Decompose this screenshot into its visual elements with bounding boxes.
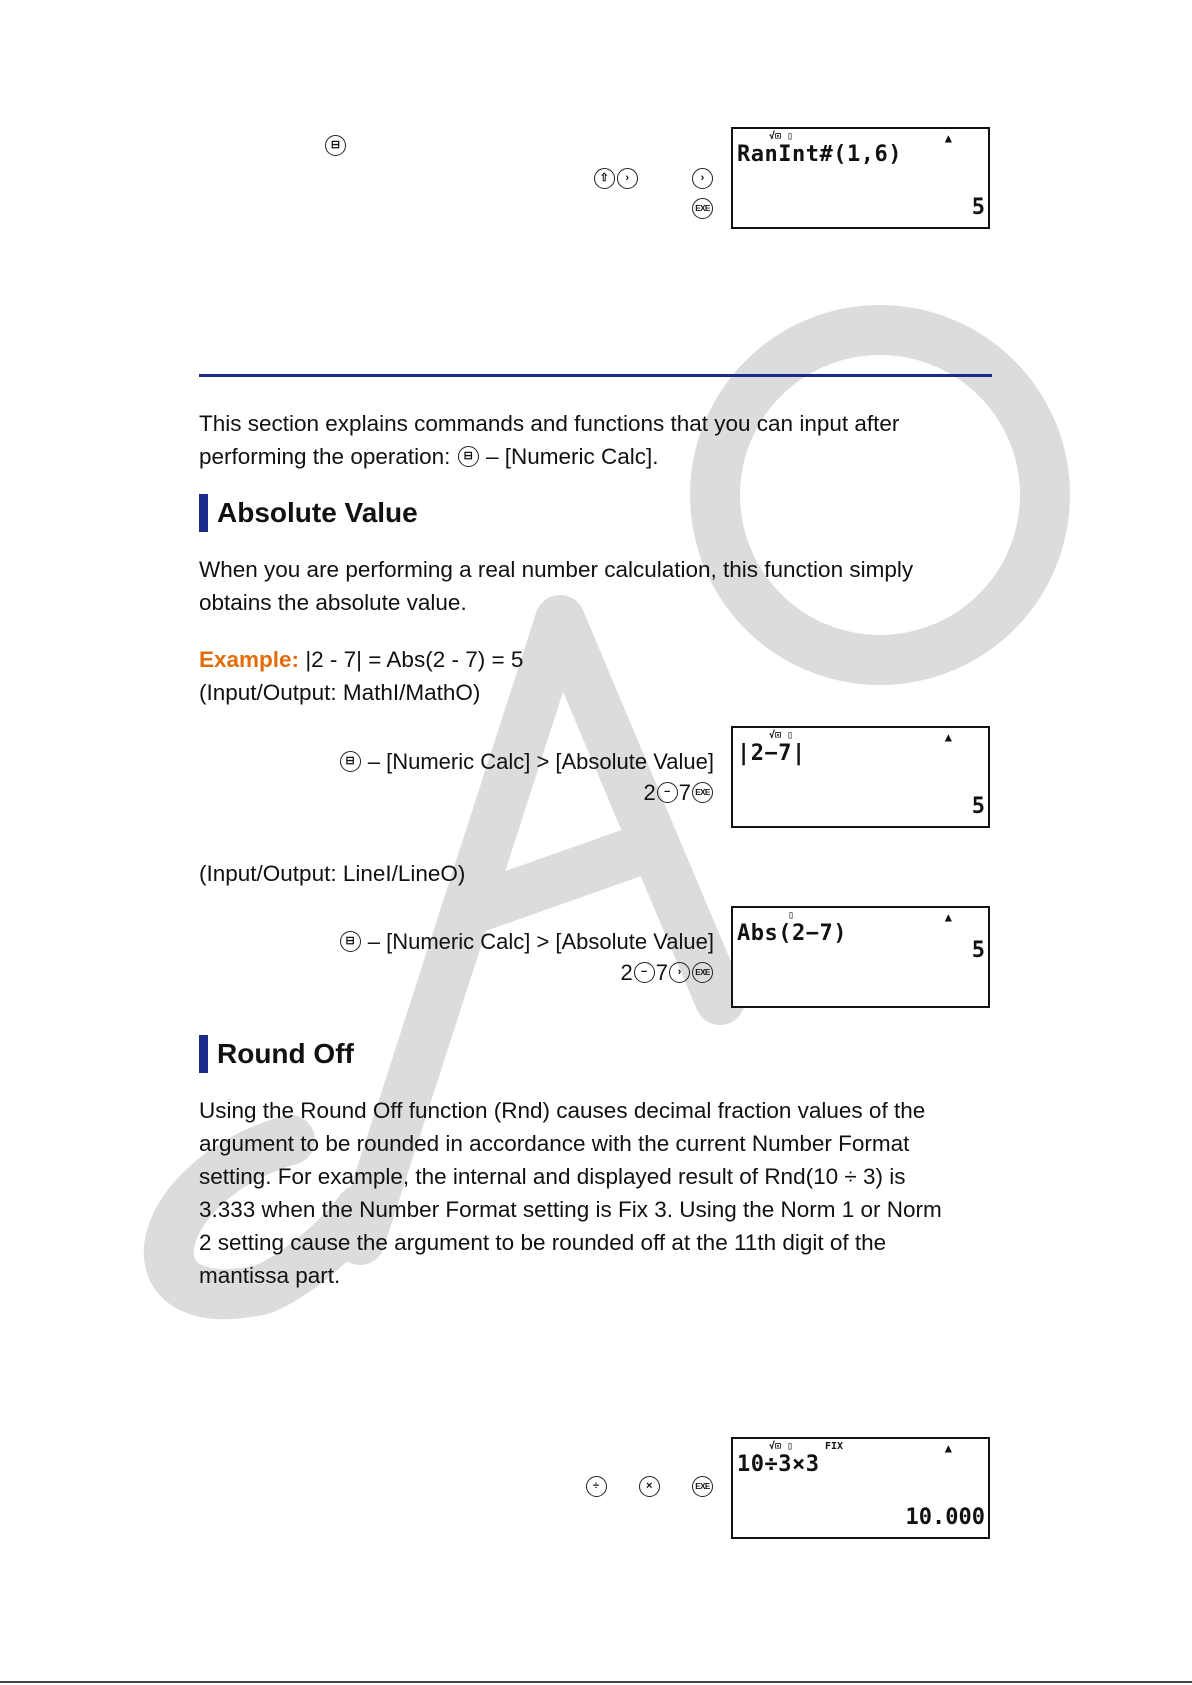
absolute-value-example — [199, 643, 999, 709]
example-label: Example: — [199, 647, 300, 672]
times-key-icon: × — [639, 1476, 660, 1497]
example-formula: |2 - 7| = Abs(2 - 7) = 5 — [305, 647, 524, 672]
screen-result: 5 — [971, 938, 985, 963]
catalog-key-icon: ⊟ — [340, 931, 361, 952]
abs-math-op-line: ⊟ – [Numeric Calc] > [Absolute Value] — [339, 747, 714, 777]
shift-key-icon: ⇧ — [594, 168, 615, 189]
abs-math-keys-line: 2 − 7 EXE — [644, 778, 715, 808]
math-indicator: √⊡ ▯ — [769, 730, 794, 741]
calculator-screen-ranint — [731, 127, 990, 229]
abs-line-op-line: ⊟ – [Numeric Calc] > [Absolute Value] — [339, 927, 714, 957]
up-arrow-indicator: ▲ — [944, 131, 952, 145]
fix-indicator: FIX — [825, 1441, 844, 1452]
catalog-key-icon: ⊟ — [458, 446, 479, 467]
round-off-paragraph: Using the Round Off function (Rnd) causes decimal fraction values of the argument to be rounded in accordance with the current Number Format setting. For example, the internal and displayed result of Rnd(10 ÷ 3) is 3.333 when the Number Format setting is Fix 3. Using the Norm 1 or Norm 2 setting cause the argument to be rounded off at the 11th digit of the mantissa part. — [199, 1098, 942, 1288]
up-arrow-indicator: ▲ — [944, 730, 952, 744]
abs-line-keys-line: 2 − 7 › EXE — [621, 958, 715, 988]
heading-round-off: Round Off — [199, 1035, 354, 1073]
footer-rule — [0, 1681, 1192, 1683]
exe-key-icon: EXE — [692, 198, 713, 219]
calculator-screen-round-off — [731, 1437, 990, 1539]
right-arrow-key-icon: › — [692, 168, 713, 189]
divide-key-icon: ÷ — [586, 1476, 607, 1497]
calculator-screen-abs-line — [731, 906, 990, 1008]
screen-expression: |2−7| — [737, 741, 806, 766]
screen-expression: RanInt#(1,6) — [737, 142, 902, 167]
catalog-key-icon: ⊟ — [325, 135, 346, 156]
exe-key-icon: EXE — [692, 782, 713, 803]
mode-linei-lineo: (Input/Output: LineI/LineO) — [199, 861, 466, 886]
calculator-screen-abs-math — [731, 726, 990, 828]
minus-key-icon: − — [634, 962, 655, 983]
math-indicator: √⊡ ▯ — [769, 1441, 794, 1452]
catalog-key-icon: ⊟ — [340, 751, 361, 772]
absolute-value-paragraph: When you are performing a real number calculation, this function simply obtains the absolute value. — [199, 557, 914, 615]
screen-expression: 10÷3×3 — [737, 1452, 820, 1477]
intro-line-1: This section explains commands and functions that you can input after — [199, 411, 900, 436]
mode-mathi-matho: (Input/Output: MathI/MathO) — [199, 680, 481, 705]
screen-result: 10.000 — [905, 1505, 985, 1530]
minus-key-icon: − — [657, 782, 678, 803]
top-keyline-2 — [593, 164, 714, 194]
section-rule — [199, 374, 992, 377]
up-arrow-indicator: ▲ — [944, 1441, 952, 1455]
up-arrow-indicator: ▲ — [944, 910, 952, 924]
intro-line-2: performing the operation: ⊟ – [Numeric Calc]. — [199, 444, 659, 469]
intro-paragraph — [199, 407, 999, 473]
line-indicator: ▯ — [788, 910, 795, 921]
screen-result: 5 — [971, 195, 985, 220]
top-keyline-3 — [691, 194, 714, 224]
exe-key-icon: EXE — [692, 962, 713, 983]
heading-absolute-value: Absolute Value — [199, 494, 418, 532]
right-arrow-key-icon: › — [669, 962, 690, 983]
screen-expression: Abs(2−7) — [737, 921, 847, 946]
top-keyline-1 — [324, 131, 347, 161]
round-off-keys-line — [585, 1472, 715, 1502]
right-arrow-key-icon: › — [617, 168, 638, 189]
math-indicator: √⊡ ▯ — [769, 131, 794, 142]
screen-result: 5 — [971, 794, 985, 819]
exe-key-icon: EXE — [692, 1476, 713, 1497]
